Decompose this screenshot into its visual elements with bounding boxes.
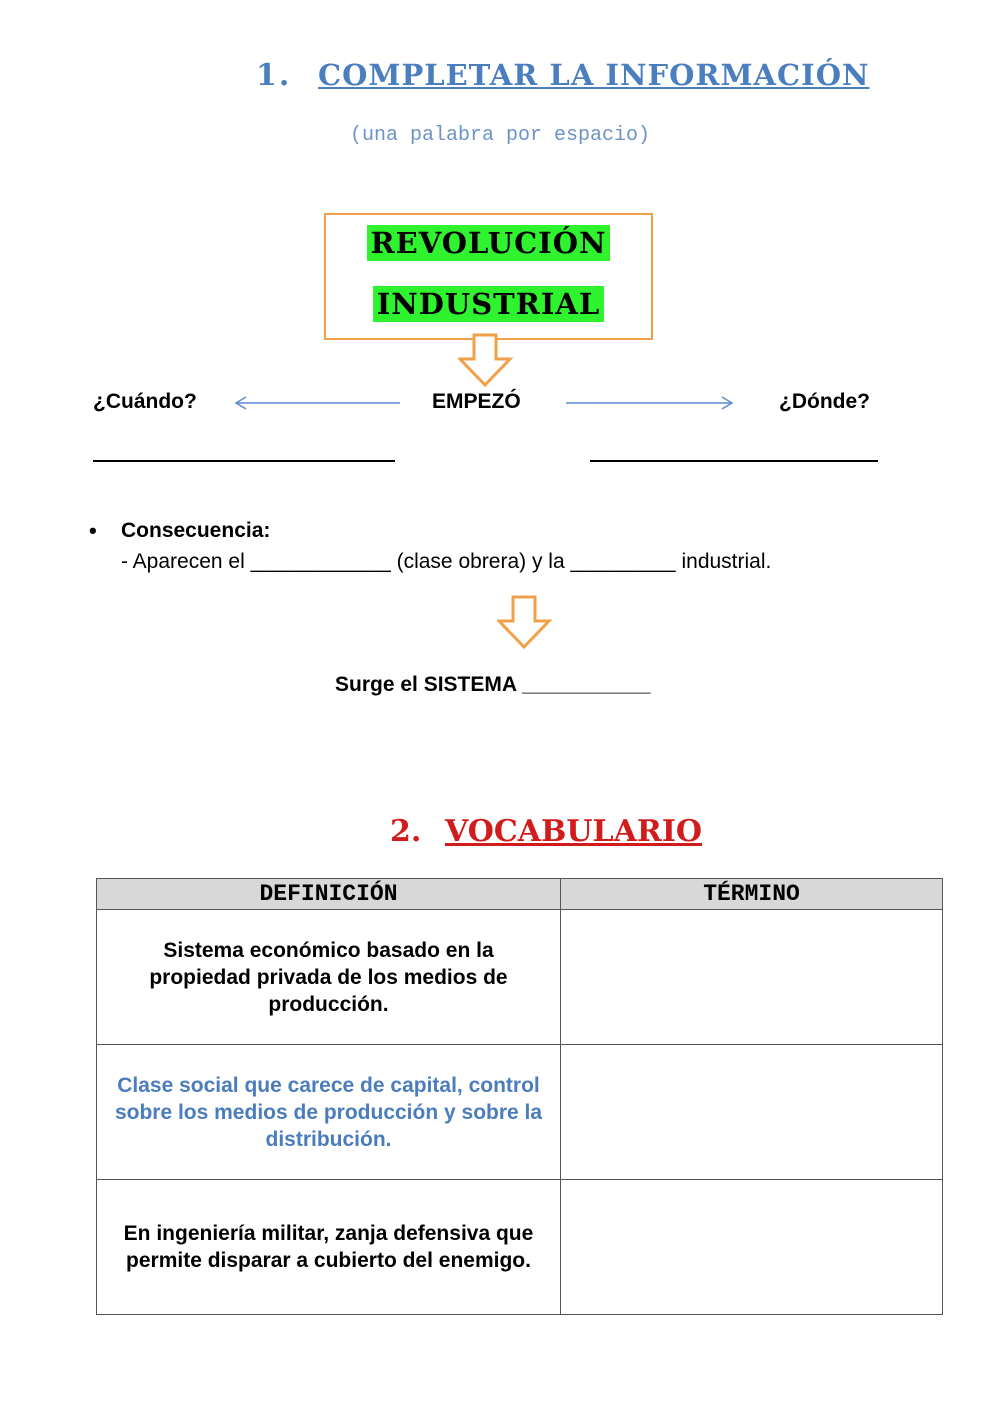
term-column-header: TÉRMINO (561, 879, 943, 910)
where-label: ¿Dónde? (779, 390, 870, 413)
section2-number: 2. (390, 814, 422, 849)
proletariado-blank[interactable]: ____________ (250, 550, 391, 573)
bullet-icon: • (89, 518, 97, 543)
burguesia-blank[interactable]: _________ (570, 550, 676, 573)
term-answer-cell[interactable] (561, 1180, 943, 1315)
definition-text: Clase social que carece de capital, control sobre los medios de producción y sobre la distribución. (114, 1073, 543, 1151)
result-line (335, 673, 651, 697)
empezo-label: EMPEZÓ (432, 390, 521, 413)
definition-cell (97, 1045, 561, 1180)
consequence-title: Consecuencia: (121, 519, 271, 542)
when-answer-blank[interactable] (93, 460, 395, 462)
where-answer-blank[interactable] (590, 460, 878, 462)
consequence-text-3: industrial. (681, 550, 772, 573)
right-arrow-icon (564, 395, 736, 411)
section2-title: VOCABULARIO (445, 814, 703, 849)
when-label: ¿Cuándo? (93, 390, 197, 413)
down-arrow-icon (497, 595, 553, 651)
vocabulary-table (96, 878, 943, 1315)
table-header-row (97, 879, 943, 910)
consequence-text-2: (clase obrera) y la (396, 550, 565, 573)
down-arrow-icon (458, 333, 514, 389)
section1-number: 1. (256, 58, 292, 93)
revolucion-label: REVOLUCIÓN (367, 225, 611, 261)
definition-column-header: DEFINICIÓN (97, 879, 561, 910)
term-answer-cell[interactable] (561, 1045, 943, 1180)
consequence-text-1: - Aparecen el (121, 550, 245, 573)
section1-subtitle: (una palabra por espacio) (349, 124, 651, 147)
result-label: Surge el SISTEMA (335, 673, 517, 696)
revolucion-box (324, 213, 653, 340)
term-answer-cell[interactable] (561, 910, 943, 1045)
consequence-line (121, 550, 771, 574)
section1-title: COMPLETAR LA INFORMACIÓN (318, 58, 870, 92)
left-arrow-icon (232, 395, 402, 411)
table-row (97, 910, 943, 1045)
definition-text: En ingeniería militar, zanja defensiva que permite disparar a cubierto del enemigo. (123, 1222, 534, 1272)
definition-cell (97, 910, 561, 1045)
industrial-label: INDUSTRIAL (373, 286, 605, 322)
table-row (97, 1180, 943, 1315)
definition-cell (97, 1180, 561, 1315)
definition-text: Sistema económico basado en la propiedad privada de los medios de producción. (149, 938, 508, 1016)
sistema-blank[interactable]: ___________ (522, 673, 651, 696)
table-row (97, 1045, 943, 1180)
